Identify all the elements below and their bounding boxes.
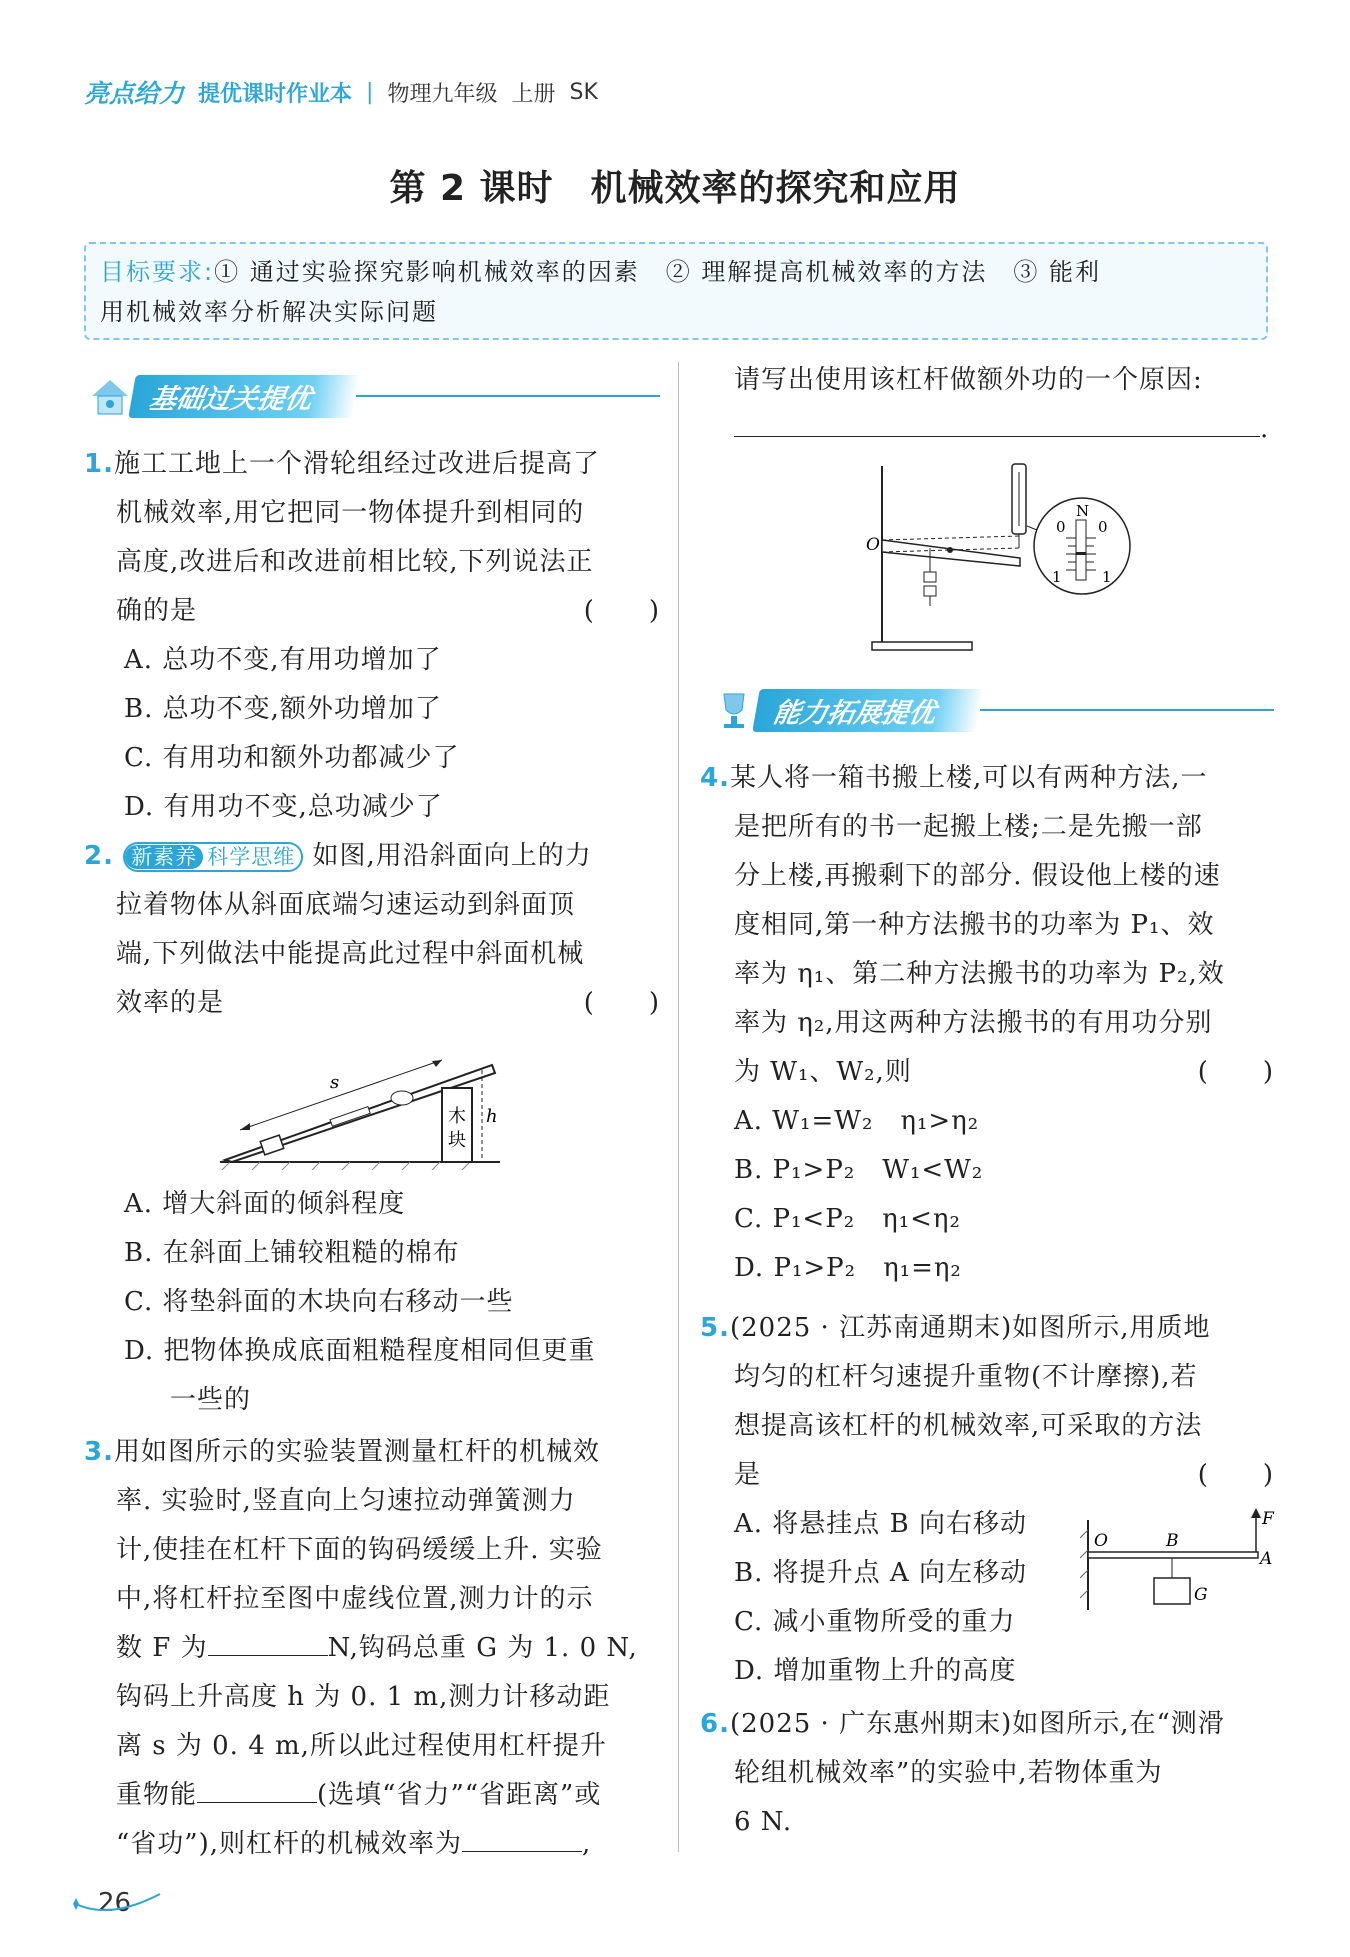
q3-line: 率. 实验时,竖直向上匀速拉动弹簧测力: [116, 1486, 576, 1516]
goal-text-2: 用机械效率分析解决实际问题: [100, 298, 438, 326]
section-advanced-rule: [980, 709, 1274, 711]
q1-line: 高度,改进后和改进前相比较,下列说法正: [116, 547, 594, 577]
trophy-icon: [712, 688, 756, 732]
q3-end: .: [1260, 414, 1270, 444]
q4-option-d: D. P₁>P₂ η₁=η₂: [734, 1253, 962, 1283]
goal-label: 目标要求:: [100, 258, 215, 286]
page-number-swoosh: [70, 1880, 170, 1920]
q3-line: N,钩码总重 G 为 1. 0 N,: [327, 1633, 638, 1663]
q3-line: (选填“省力”“省距离”或: [317, 1780, 602, 1810]
q6-number: 6.: [700, 1709, 730, 1739]
q4-line: 度相同,第一种方法搬书的功率为 P₁、效: [734, 910, 1215, 940]
q3-right-line: 请写出使用该杠杆做额外功的一个原因:: [734, 365, 1203, 395]
tag-science: 科学思维: [207, 845, 296, 869]
scale-one-right: 1: [1102, 568, 1112, 586]
q3-line: 重物能: [116, 1780, 198, 1810]
q2-line: 如图,用沿斜面向上的力: [312, 841, 592, 871]
column-divider: [678, 362, 679, 1852]
q3-line: 中,将杠杆拉至图中虚线位置,测力计的示: [116, 1584, 594, 1614]
question-2: [84, 832, 660, 1028]
q1-line: 机械效率,用它把同一物体提升到相同的: [116, 498, 585, 528]
q5-line: 想提高该杠杆的机械效率,可采取的方法: [734, 1411, 1203, 1441]
q1-option-b: B. 总功不变,额外功增加了: [124, 694, 442, 724]
newton-label: N: [1076, 502, 1090, 520]
q6-line: (2025 · 广东惠州期末)如图所示,在“测滑: [729, 1709, 1225, 1739]
lever-figure: [862, 456, 1146, 656]
q5-number: 5.: [700, 1313, 730, 1343]
question-6: [700, 1700, 1274, 1847]
blank-efficiency[interactable]: [462, 1821, 582, 1852]
q4-option-b: B. P₁>P₂ W₁<W₂: [734, 1155, 984, 1185]
scale-one-left: 1: [1052, 568, 1062, 586]
weight-g-label: G: [1194, 1585, 1208, 1605]
section-basic: [88, 374, 660, 418]
edition: SK: [569, 79, 598, 105]
s-label: s: [330, 1072, 340, 1093]
block-label-1: 木: [448, 1106, 466, 1127]
q3-line: 用如图所示的实验装置测量杠杆的机械效: [113, 1437, 600, 1467]
question-4: [700, 754, 1274, 1293]
q6-line: 6 N.: [734, 1807, 793, 1837]
q5-line: 是: [734, 1460, 762, 1490]
tag-new: 新素养: [125, 845, 203, 869]
answer-paren: ( ): [583, 988, 660, 1018]
q2-line: 效率的是: [116, 988, 225, 1018]
point-a-label: A: [1260, 1549, 1273, 1569]
answer-paren: ( ): [1197, 1057, 1274, 1087]
incline-figure: [210, 1030, 510, 1170]
subject: 物理九年级: [387, 81, 498, 107]
q2-options: [84, 1180, 660, 1425]
force-f-label: F: [1262, 1509, 1274, 1529]
q5-option-b: B. 将提升点 A 向左移动: [734, 1558, 1027, 1588]
q1-option-c: C. 有用功和额外功都减少了: [124, 743, 460, 773]
q2-option-b: B. 在斜面上铺较粗糙的棉布: [124, 1238, 460, 1268]
q3-line: 钩码上升高度 h 为 0. 1 m,测力计移动距: [116, 1682, 611, 1712]
q1-option-a: A. 总功不变,有用功增加了: [124, 645, 442, 675]
brand-logo: 亮点给力: [84, 79, 185, 108]
header-divider: |: [366, 79, 374, 105]
q3-line: 数 F 为: [116, 1633, 208, 1663]
goal-box: [84, 242, 1268, 340]
block-label-2: 块: [448, 1130, 466, 1151]
q1-number: 1.: [84, 449, 114, 479]
section-basic-title: 基础过关提优: [128, 375, 360, 418]
goal-text-1: ① 通过实验探究影响机械效率的因素 ② 理解提高机械效率的方法 ③ 能利: [214, 258, 1101, 286]
q5-option-c: C. 减小重物所受的重力: [734, 1607, 1016, 1637]
q2-option-d: D. 把物体换成底面粗糙程度相同但更重: [124, 1336, 596, 1366]
section-basic-rule: [356, 395, 660, 397]
q3-line: 离 s 为 0. 4 m,所以此过程使用杠杆提升: [116, 1731, 607, 1761]
q3-continued: [734, 356, 1274, 454]
scale-zero-left: 0: [1056, 518, 1066, 536]
q5-option-d: D. 增加重物上升的高度: [734, 1656, 1017, 1686]
q5-line: (2025 · 江苏南通期末)如图所示,用质地: [729, 1313, 1211, 1343]
answer-paren: ( ): [1197, 1460, 1274, 1490]
page-title: 第 2 课时 机械效率的探究和应用: [389, 168, 961, 209]
q3-number: 3.: [84, 1437, 114, 1467]
running-header: [84, 72, 598, 112]
q2-option-c: C. 将垫斜面的木块向右移动一些: [124, 1287, 514, 1317]
q2-option-d-cont: 一些的: [170, 1385, 252, 1415]
section-advanced-title: 能力拓展提优: [752, 689, 984, 732]
q3-line: ,: [582, 1829, 592, 1859]
blank-type[interactable]: [197, 1772, 317, 1803]
q4-line: 率为 η₂,用这两种方法搬书的有用功分别: [734, 1008, 1213, 1038]
q4-number: 4.: [700, 763, 730, 793]
house-icon: [88, 374, 132, 418]
page-number: 26: [98, 1888, 132, 1918]
q5-line: 均匀的杠杆匀速提升重物(不计摩擦),若: [734, 1362, 1198, 1392]
q1-option-d: D. 有用功不变,总功减少了: [124, 792, 443, 822]
pivot-o-label: O: [866, 535, 880, 555]
q2-option-a: A. 增大斜面的倾斜程度: [124, 1189, 406, 1219]
q4-line: 是把所有的书一起搬上楼;二是先搬一部: [734, 812, 1203, 842]
lever-weight-figure: [1080, 1500, 1280, 1620]
q6-line: 轮组机械效率”的实验中,若物体重为: [734, 1758, 1163, 1788]
volume: 上册: [511, 81, 556, 107]
q3-line: 计,使挂在杠杆下面的钩码缓缓上升. 实验: [116, 1535, 603, 1565]
h-label: h: [486, 1106, 498, 1127]
point-b-label: B: [1166, 1531, 1179, 1551]
q1-line: 施工工地上一个滑轮组经过改进后提高了: [113, 449, 600, 479]
section-advanced: [712, 688, 1274, 732]
blank-force[interactable]: [208, 1625, 328, 1656]
q4-option-c: C. P₁<P₂ η₁<η₂: [734, 1204, 961, 1234]
q4-line: 为 W₁、W₂,则: [734, 1057, 912, 1087]
q5-option-a: A. 将悬挂点 B 向右移动: [734, 1509, 1027, 1539]
series-name: 提优课时作业本: [198, 81, 353, 107]
q2-line: 端,下列做法中能提高此过程中斜面机械: [116, 939, 585, 969]
q4-line: 率为 η₁、第二种方法搬书的功率为 P₂,效: [734, 959, 1225, 989]
scale-zero-right: 0: [1098, 518, 1108, 536]
q2-line: 拉着物体从斜面底端匀速运动到斜面顶: [116, 890, 576, 920]
q4-line: 某人将一箱书搬上楼,可以有两种方法,一: [729, 763, 1208, 793]
q1-line: 确的是: [116, 596, 198, 626]
pivot-o-label: O: [1094, 1531, 1108, 1551]
q4-line: 分上楼,再搬剩下的部分. 假设他上楼的速: [734, 861, 1221, 891]
tag-badge: [123, 842, 303, 872]
q3-line: “省功”),则杠杆的机械效率为: [116, 1829, 462, 1859]
blank-reason[interactable]: [734, 406, 1260, 437]
question-3: [84, 1428, 660, 1869]
q4-option-a: A. W₁=W₂ η₁>η₂: [734, 1106, 980, 1136]
q2-number: 2.: [84, 841, 114, 871]
question-1: [84, 440, 660, 832]
answer-paren: ( ): [583, 596, 660, 626]
